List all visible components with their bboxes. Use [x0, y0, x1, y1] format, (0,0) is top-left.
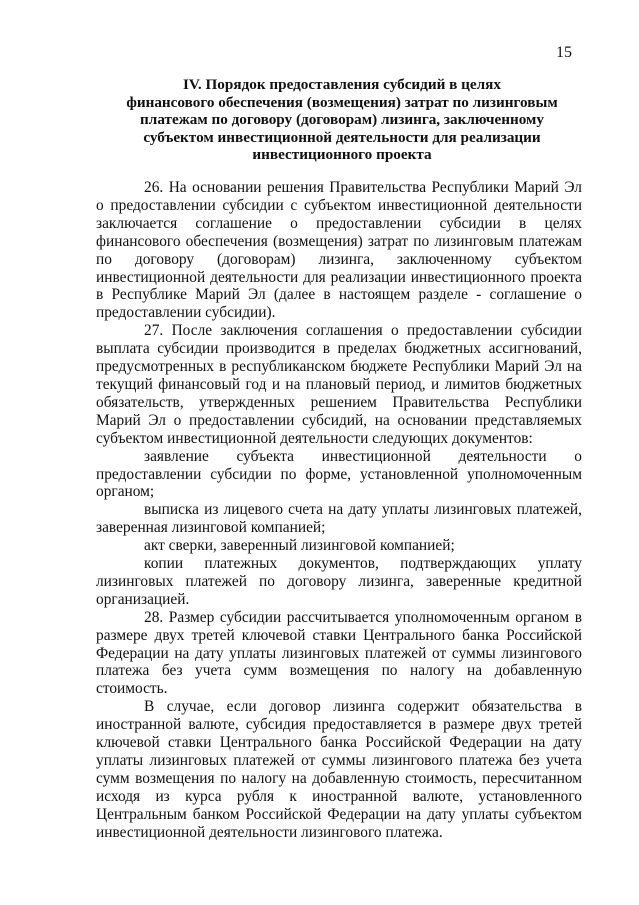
heading-line: инвестиционного проекта: [252, 146, 432, 164]
paragraph-26: 26. На основании решения Правительства Республики Марий Эл о предоставлении субсидии с субъектом инвестиционной деятельности заключается соглашение о предоставлении субсидии в целях финансового обеспечения (возмещения) затрат по лизинговым платежам по договору (договорам) лизинга, заключенному субъектом инвестиционной деятельности для реализации инвестиционного проекта в Республике Марий Эл (далее в настоящем разделе - соглашение о предоставлении субсидии).: [96, 179, 582, 322]
section-heading: [96, 76, 588, 164]
heading-line: финансового обеспечения (возмещения) затрат по лизинговым: [126, 93, 558, 111]
list-item-account-statement: выписка из лицевого счета на дату уплаты лизинговых платежей, заверенная лизинговой компанией;: [96, 501, 582, 537]
heading-line: платежам по договору (договорам) лизинга, заключенному: [140, 111, 544, 129]
heading-line: субъектом инвестиционной деятельности для реализации: [143, 128, 541, 146]
list-item-reconciliation-act: акт сверки, заверенный лизинговой компанией;: [144, 537, 455, 555]
paragraph-28: 28. Размер субсидии рассчитывается уполномоченным органом в размере двух третей ключевой ставки Центрального банка Российской Федерации на дату уплаты лизинговых платежей от суммы лизингового платежа без учета сумм возмещения по налогу на добавленную стоимость.: [96, 608, 582, 698]
paragraph-foreign-currency: В случае, если договор лизинга содержит обязательства в иностранной валюте, субсидия предоставляется в размере двух третей ключевой ставки Центрального банка Российской Федерации на дату уплаты лизинговых платежей от суммы лизингового платежа без учета сумм возмещения по налогу на добавленную стоимость, пересчитанном исходя из курса рубля к иностранной валюте, установленного Центральным банком Российской Федерации на дату уплаты субъектом инвестиционной деятельности лизингового платежа.: [96, 698, 582, 841]
page-number: 15: [556, 44, 572, 61]
paragraph-27: 27. После заключения соглашения о предоставлении субсидии выплата субсидии производится в пределах бюджетных ассигнований, предусмотренных в республиканском бюджете Республики Марий Эл на текущий финансовый год и на плановый период, и лимитов бюджетных обязательств, утвержденных решением Правительства Республики Марий Эл о предоставлении субсидий, на основании представляемых субъектом инвестиционной деятельности следующих документов:: [96, 322, 582, 447]
document-body: [96, 179, 582, 842]
list-item-payment-copies: копии платежных документов, подтверждающих уплату лизинговых платежей по договору лизинга, заверенные кредитной организацией.: [96, 555, 582, 608]
list-item-application: заявление субъекта инвестиционной деятельности о предоставлении субсидии по форме, установленной уполномоченным органом;: [96, 447, 582, 501]
heading-line: IV. Порядок предоставления субсидий в целях: [182, 76, 501, 93]
